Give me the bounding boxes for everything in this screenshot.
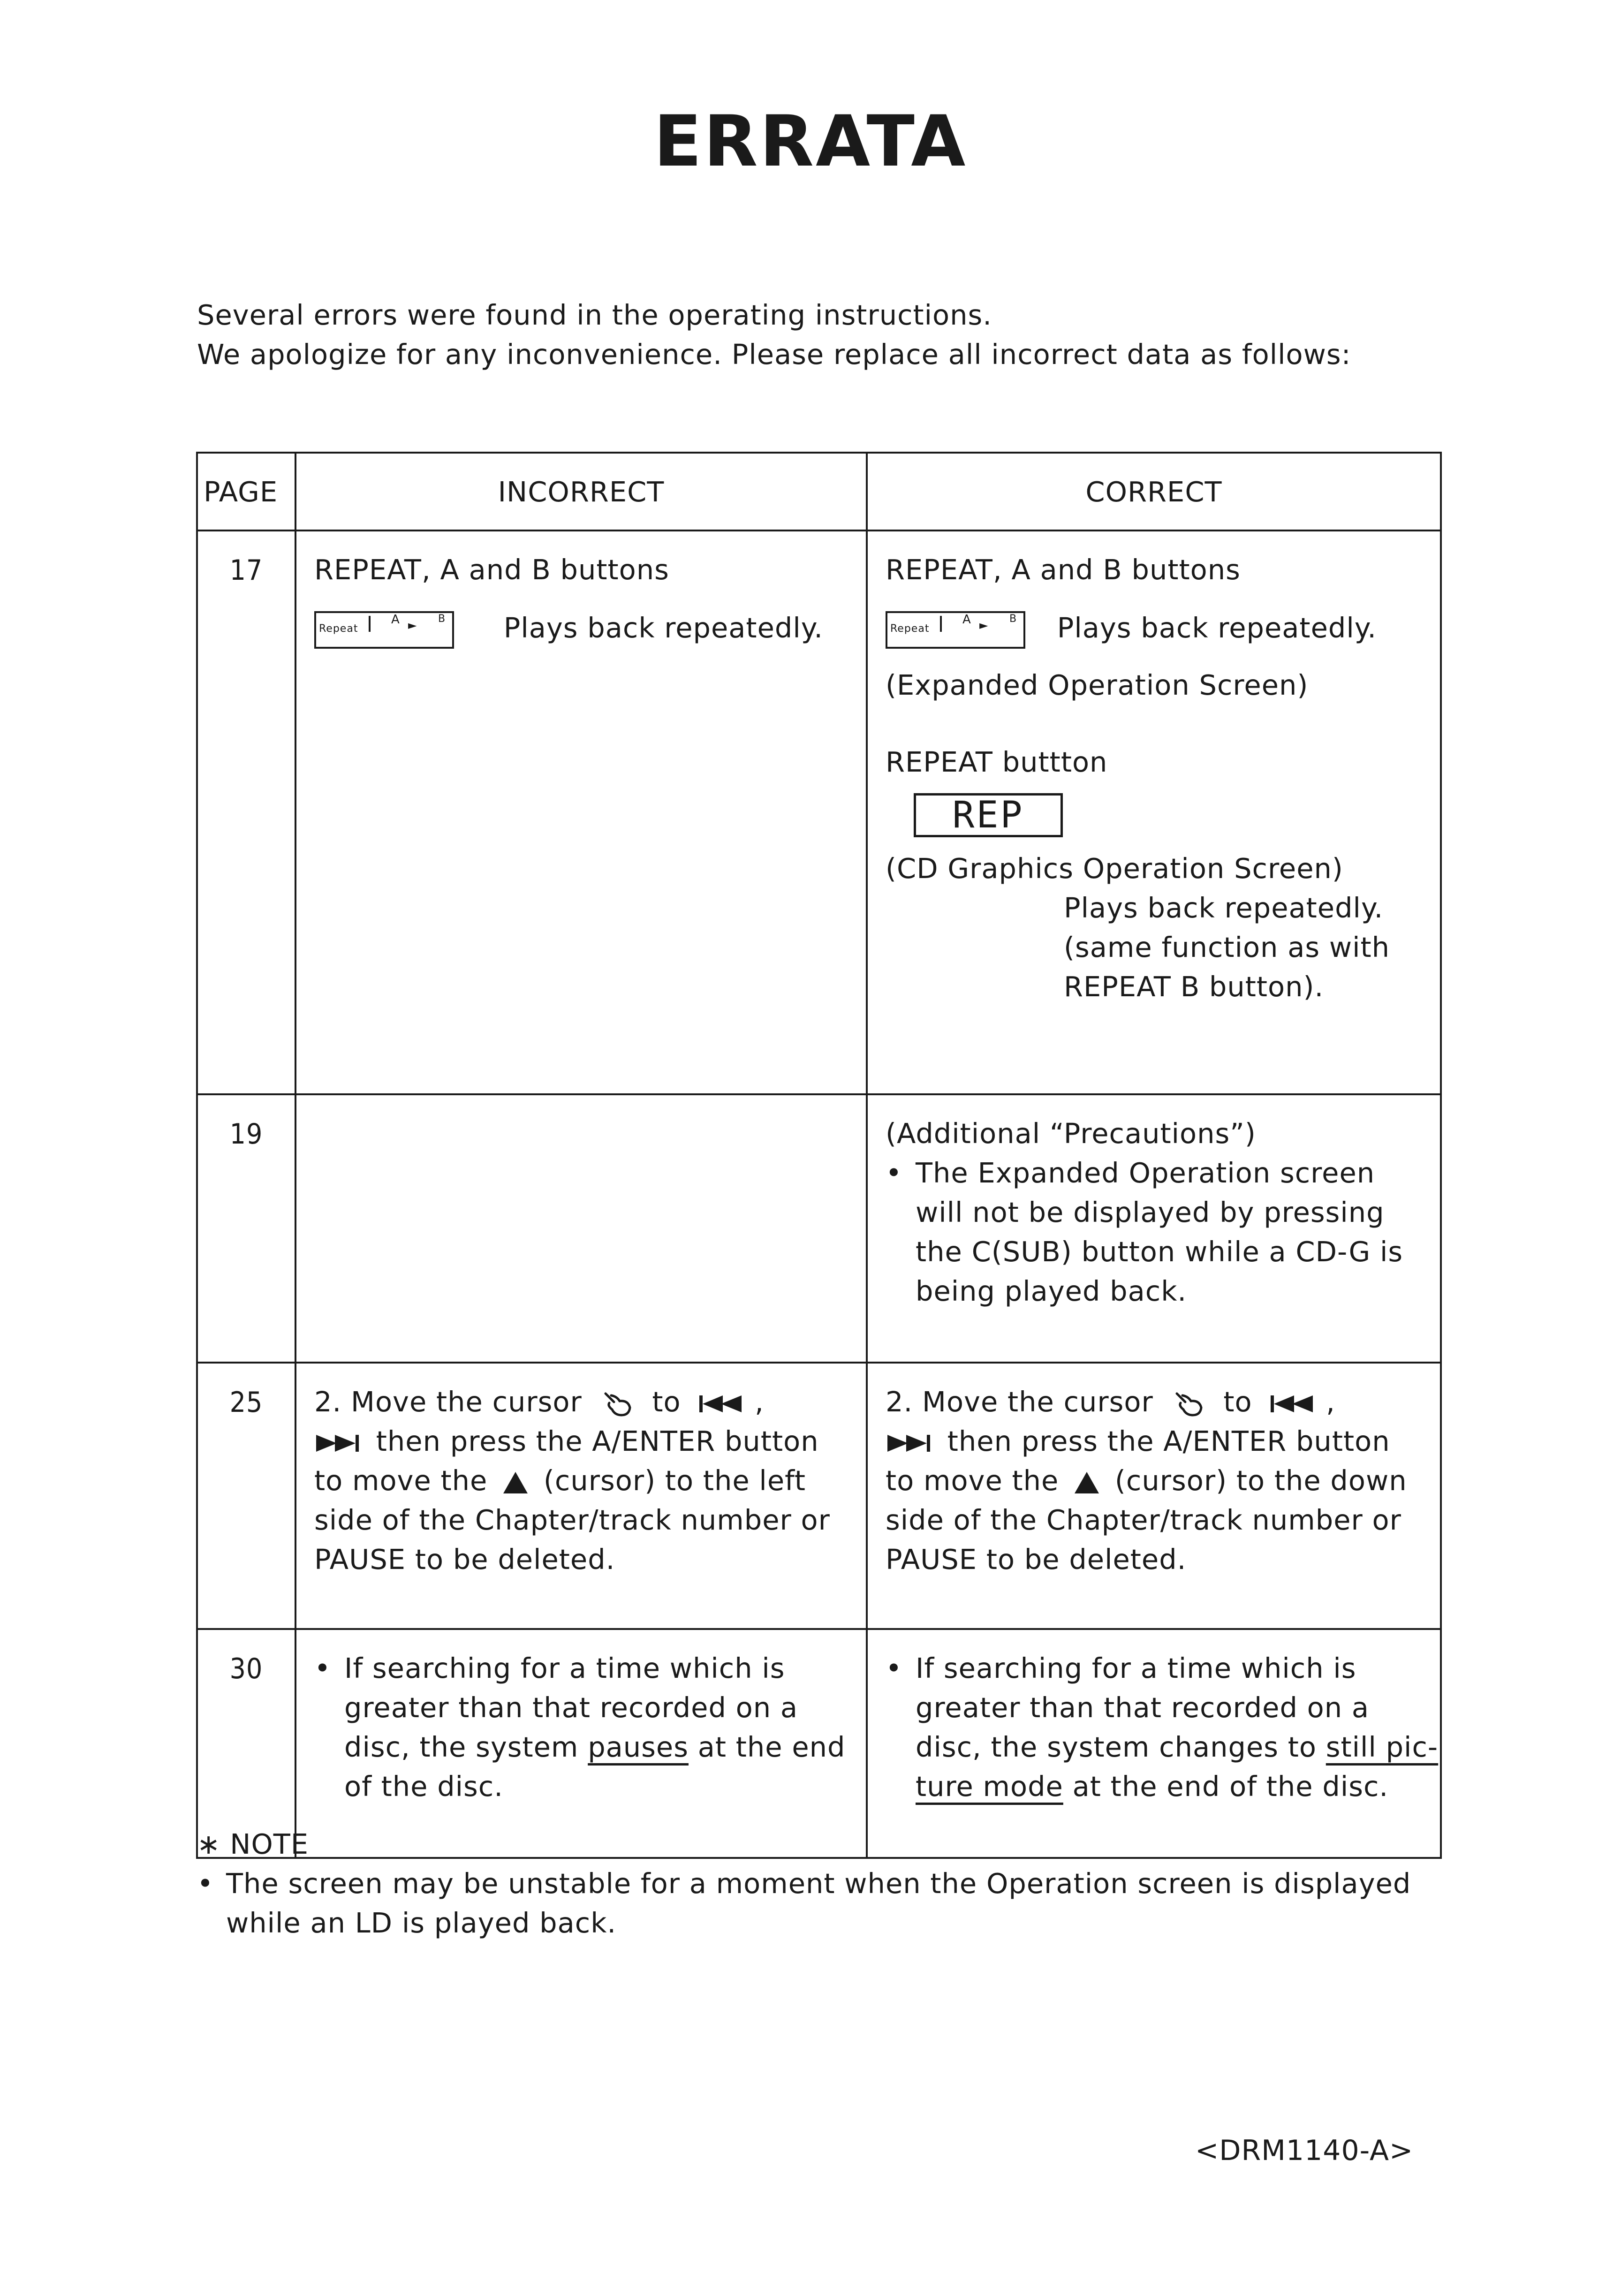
bullet-dot: • [197, 1867, 214, 1900]
correct-cell [867, 1629, 1441, 1858]
cell-text: to [652, 1386, 681, 1418]
up-triangle-icon [502, 1471, 529, 1494]
incorrect-cell [295, 530, 867, 1094]
note-line: while an LD is played back. [226, 1907, 617, 1939]
table-row [197, 1094, 1441, 1363]
cell-line: (Expanded Operation Screen) [886, 668, 1309, 701]
cell-text: disc, the system [344, 1731, 579, 1763]
note-line: The screen may be unstable for a moment when the Operation screen is displayed [226, 1867, 1411, 1900]
cell-line: REPEAT, A and B buttons [314, 553, 669, 586]
cell-line [344, 1728, 849, 1767]
correct-cell [867, 1363, 1441, 1629]
cell-text: disc, the system changes to [916, 1731, 1317, 1763]
cell-text: Plays back repeatedly. [1057, 612, 1377, 644]
cell-text: 2. Move the cursor [886, 1386, 1153, 1418]
underlined-text: still pic- [1326, 1731, 1439, 1763]
table-row [197, 1629, 1441, 1858]
cell-text: at the end [697, 1731, 846, 1763]
cell-line: (Additional “Precautions”) [886, 1117, 1256, 1150]
cell-line [886, 1422, 1423, 1461]
cell-line [314, 1382, 849, 1422]
hand-pointer-icon [601, 1390, 634, 1418]
header-page: PAGE [197, 453, 295, 530]
page-number: 25 [197, 1363, 295, 1629]
cell-text: then press the A/ENTER button [376, 1425, 819, 1457]
intro-text [197, 296, 1351, 374]
cell-line: Plays back repeatedly. [1064, 891, 1384, 924]
bullet-dot: • [886, 1157, 902, 1189]
rep-display-text: REP [914, 793, 1063, 837]
header-incorrect: INCORRECT [295, 453, 867, 530]
incorrect-cell [295, 1094, 867, 1363]
cell-line: of the disc. [344, 1770, 503, 1803]
bullet-item [886, 1649, 1439, 1806]
cell-line [314, 1422, 849, 1461]
page-number: 17 [197, 530, 295, 1094]
cell-line [314, 1461, 849, 1500]
skip-previous-icon [1270, 1394, 1317, 1414]
correct-cell [867, 530, 1441, 1094]
page-title: ERRATA [653, 101, 968, 182]
table-row [197, 530, 1441, 1094]
skip-next-icon [886, 1433, 932, 1454]
cell-text: at the end of the disc. [1072, 1770, 1389, 1803]
cell-line: (CD Graphics Operation Screen) [886, 852, 1343, 885]
cell-line: REPEAT B button). [1064, 970, 1324, 1003]
note-section [197, 1825, 1411, 1943]
cell-line [916, 1728, 1439, 1767]
cell-line: will not be displayed by pressing [916, 1196, 1385, 1228]
cell-text: (cursor) to the left [543, 1464, 806, 1497]
correct-cell [867, 1094, 1441, 1363]
cell-text: to [1223, 1386, 1252, 1418]
document-code: <DRM1140-A> [1195, 2134, 1414, 2167]
cell-text: , [755, 1386, 764, 1418]
table-row [197, 1363, 1441, 1629]
cell-line: side of the Chapter/track number or [314, 1504, 830, 1536]
cell-line: REPEAT buttton [886, 745, 1108, 778]
cell-line: The Expanded Operation screen [916, 1157, 1375, 1189]
underlined-text: ture mode [916, 1770, 1063, 1803]
page-number: 19 [197, 1094, 295, 1363]
cell-text: then press the A/ENTER button [947, 1425, 1390, 1457]
page-number: 30 [197, 1629, 295, 1858]
cell-line [886, 1461, 1423, 1500]
skip-previous-icon [698, 1394, 745, 1414]
skip-next-icon [314, 1433, 361, 1454]
header-correct: CORRECT [867, 453, 1441, 530]
incorrect-cell [295, 1629, 867, 1858]
bullet-item [886, 1153, 1423, 1311]
cell-text: , [1326, 1386, 1335, 1418]
repeat-display-icon: Repeat A ► B [314, 611, 454, 649]
bullet-dot: • [314, 1652, 331, 1684]
cell-text: to move the [314, 1464, 488, 1497]
cell-line: PAUSE to be deleted. [886, 1543, 1187, 1576]
intro-line-1: Several errors were found in the operating instructions. [197, 299, 992, 331]
up-triangle-icon [1074, 1471, 1100, 1494]
cell-line: If searching for a time which is [916, 1652, 1356, 1684]
note-bullet [197, 1864, 1411, 1943]
cell-text: Plays back repeatedly. [503, 612, 823, 644]
errata-table [196, 452, 1442, 1859]
cell-text: (cursor) to the down [1114, 1464, 1407, 1497]
cell-line: If searching for a time which is [344, 1652, 785, 1684]
cell-line [886, 1382, 1423, 1422]
table-header-row [197, 453, 1441, 530]
cell-line: greater than that recorded on a [916, 1691, 1370, 1724]
bullet-item [314, 1649, 849, 1806]
note-heading: ∗ NOTE [197, 1828, 309, 1860]
cell-line: (same function as with [1064, 931, 1390, 963]
cell-line: REPEAT, A and B buttons [886, 553, 1241, 586]
cell-text: 2. Move the cursor [314, 1386, 582, 1418]
intro-line-2: We apologize for any inconvenience. Please replace all incorrect data as follows: [197, 338, 1351, 371]
cell-line: being played back. [916, 1275, 1187, 1307]
rep-display [886, 782, 1423, 838]
repeat-display-icon: Repeat A ► B [886, 611, 1025, 649]
cell-line [916, 1767, 1423, 1806]
underlined-text: pauses [588, 1731, 689, 1763]
cell-line: PAUSE to be deleted. [314, 1543, 615, 1576]
cell-line [886, 608, 1423, 649]
cell-line: greater than that recorded on a [344, 1691, 798, 1724]
cell-line [314, 608, 849, 649]
cell-line: side of the Chapter/track number or [886, 1504, 1401, 1536]
incorrect-cell [295, 1363, 867, 1629]
hand-pointer-icon [1172, 1390, 1205, 1418]
cell-line: the C(SUB) button while a CD-G is [916, 1235, 1403, 1268]
bullet-dot: • [886, 1652, 902, 1684]
cell-text: to move the [886, 1464, 1059, 1497]
